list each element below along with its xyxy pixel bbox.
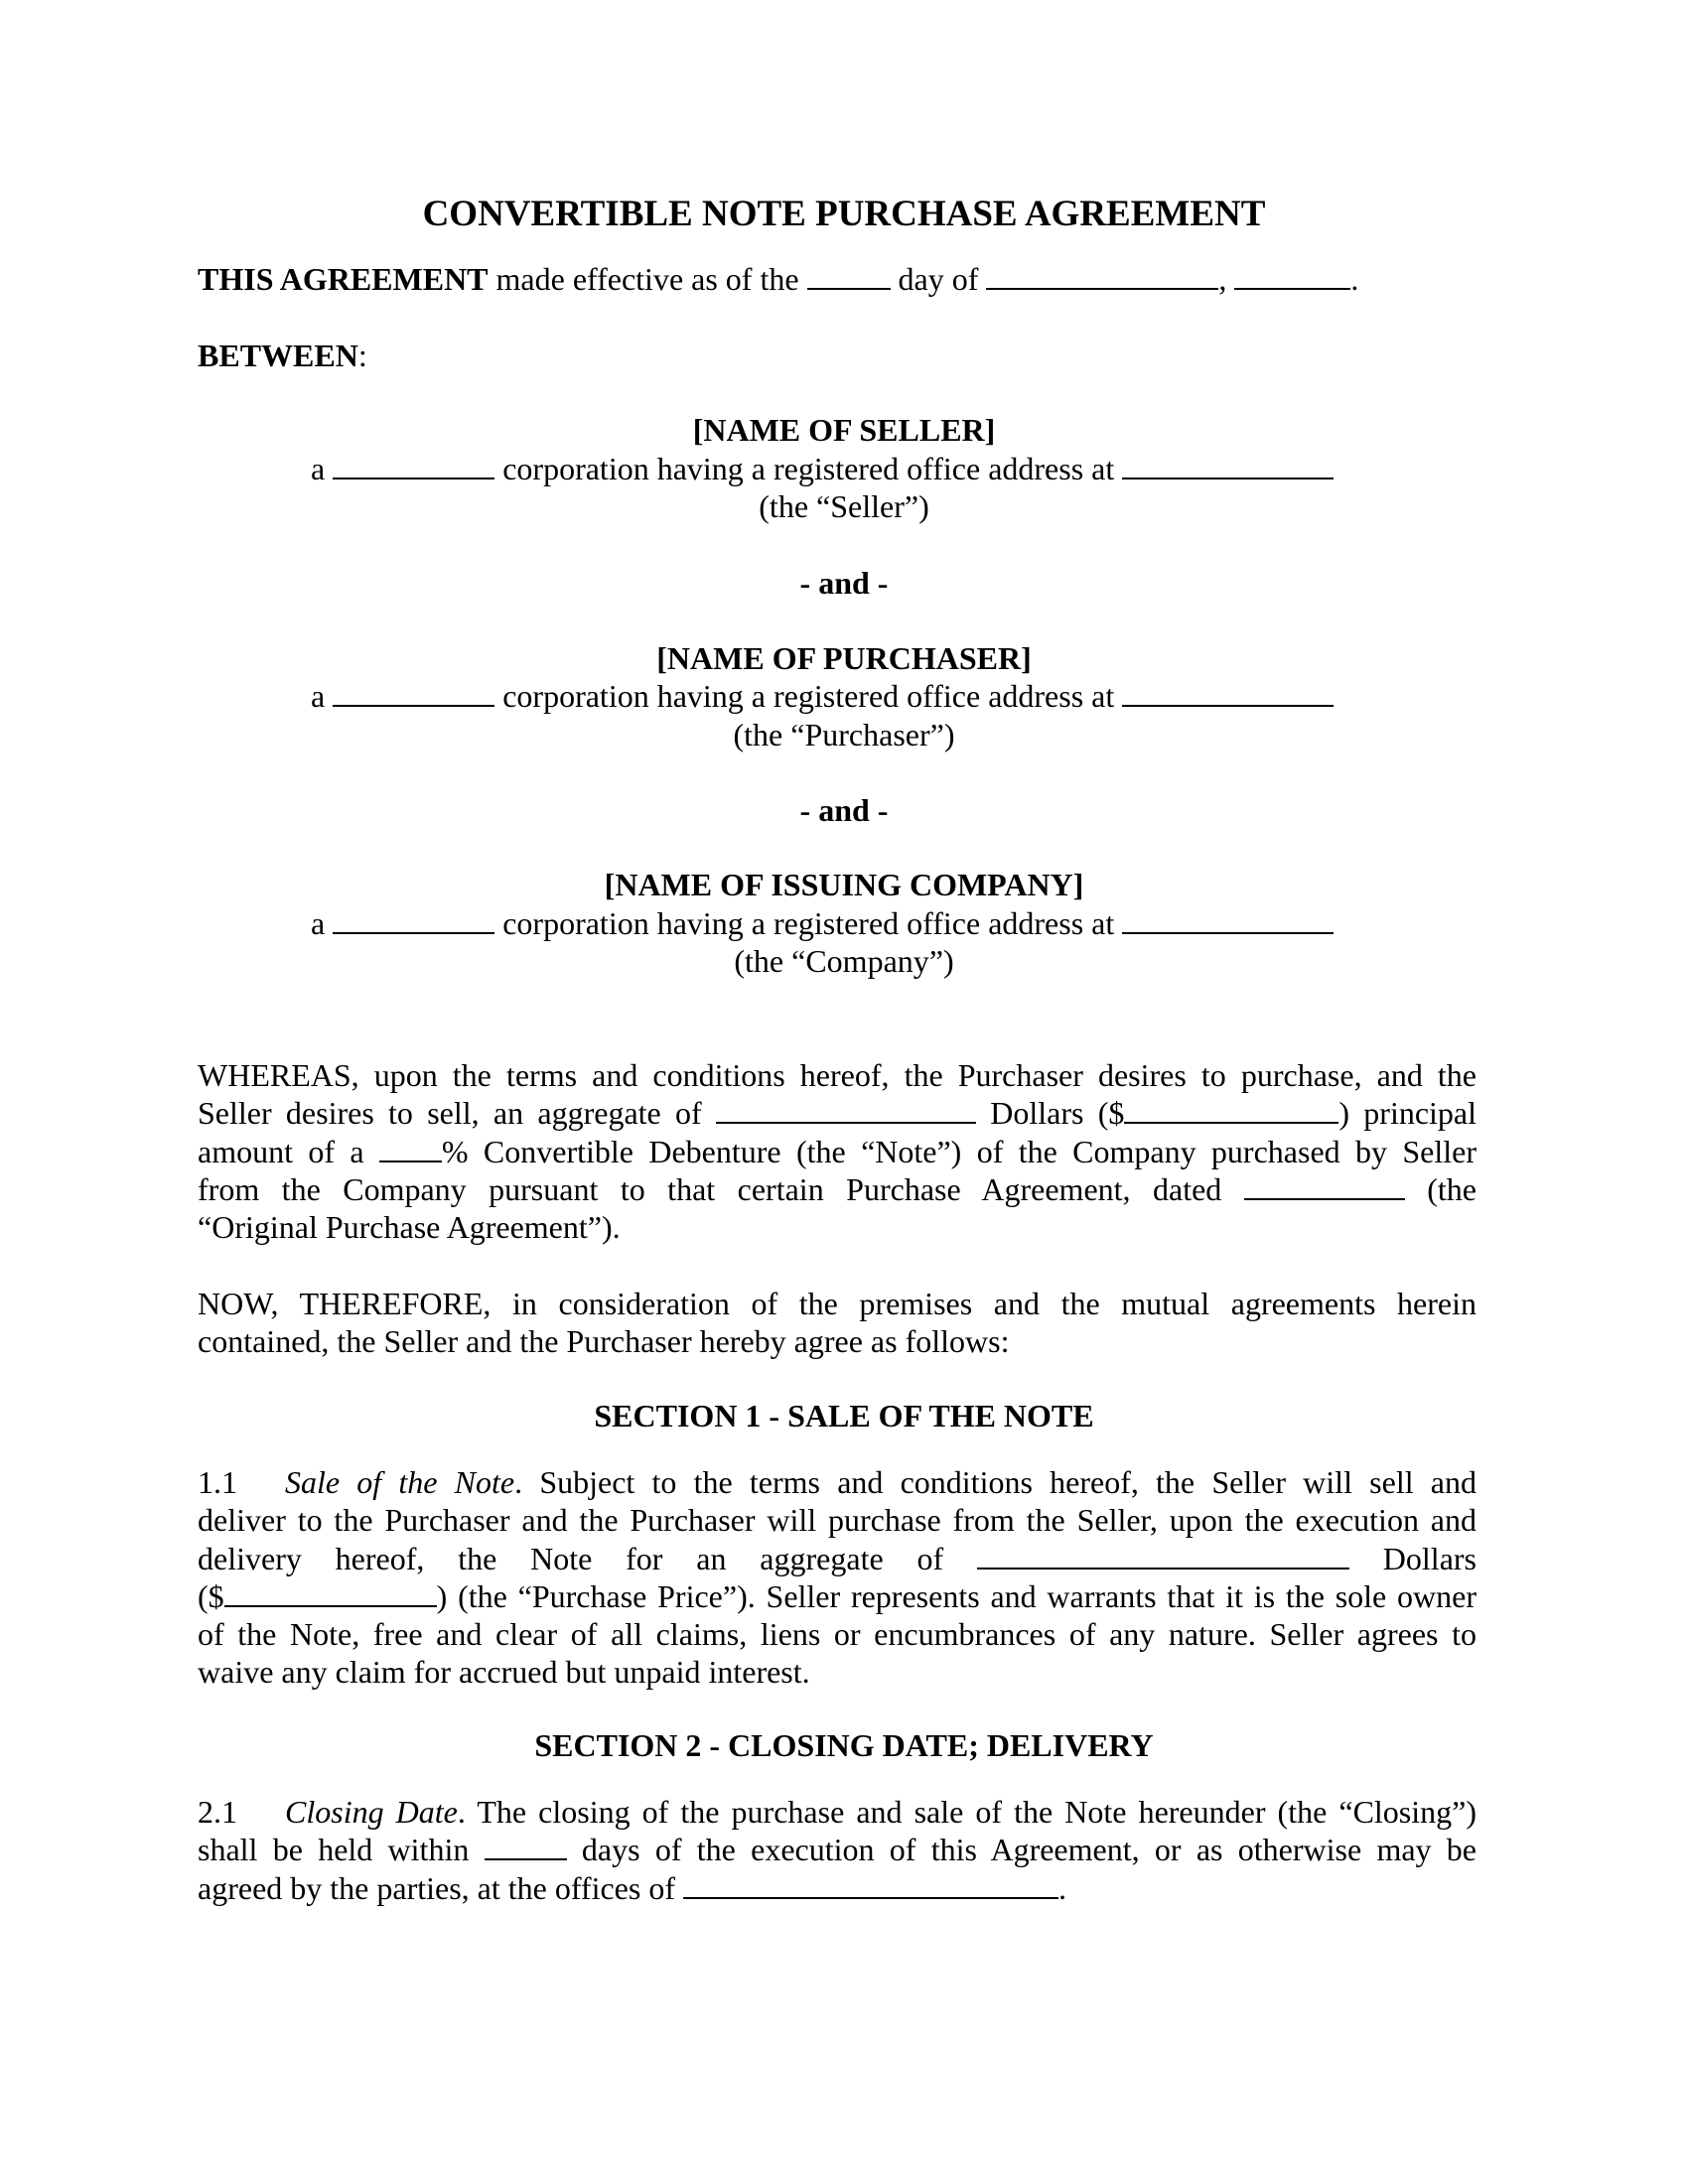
closing-days-blank[interactable] <box>485 1833 567 1860</box>
text: amount of a <box>198 1133 379 1169</box>
month-blank[interactable] <box>986 262 1218 290</box>
party-name-seller: [NAME OF SELLER] <box>692 412 996 448</box>
para-line: WHEREAS, upon the terms and conditions hereof, the Purchaser desires to purchase, and the <box>198 1057 1477 1093</box>
para-line: “Original Purchase Agreement”). <box>198 1209 621 1246</box>
para-line <box>198 1094 1477 1132</box>
text: % Convertible Debenture (the “Note”) of the Company purchased by Seller <box>441 1133 1477 1169</box>
company-address-blank[interactable] <box>1122 906 1334 934</box>
text: from the Company pursuant to that certain Purchase Agreement, dated <box>198 1170 1244 1207</box>
text: shall be held within <box>198 1832 485 1868</box>
intro-text: . <box>1350 261 1359 297</box>
text: . The closing of the purchase and sale of the Note hereunder (the “Closing”) <box>457 1794 1477 1830</box>
para-line: contained, the Seller and the Purchaser hereby agree as follows: <box>198 1323 1010 1360</box>
party-prefix: a <box>311 905 334 941</box>
purchaser-jurisdiction-blank[interactable] <box>333 679 494 707</box>
text: Dollars ($ <box>975 1095 1125 1132</box>
text: (the <box>1404 1170 1477 1207</box>
party-defined-purchaser: (the “Purchaser”) <box>733 717 955 752</box>
purchase-price-words-blank[interactable] <box>977 1542 1349 1570</box>
intro-text: day of <box>890 261 987 297</box>
text: ) principal <box>1338 1095 1477 1132</box>
para-line: of the Note, free and clear of all claims, liens or encumbrances of any nature. Seller agrees to <box>198 1616 1477 1653</box>
para-line: waive any claim for accrued but unpaid interest. <box>198 1654 810 1691</box>
text: delivery hereof, the Note for an aggregate of <box>198 1540 977 1576</box>
original-date-blank[interactable] <box>1244 1172 1405 1200</box>
party-address-line-purchaser <box>311 677 1334 715</box>
whereas-paragraph <box>198 1056 1477 1246</box>
year-blank[interactable] <box>1234 262 1350 290</box>
closing-offices-blank[interactable] <box>683 1871 1058 1899</box>
and-separator: - and - <box>799 792 889 828</box>
intro-text: , <box>1218 261 1235 297</box>
text: . Subject to the terms and conditions hereof, the Seller will sell and <box>514 1464 1477 1500</box>
section-2-1-paragraph <box>198 1793 1477 1907</box>
para-line <box>198 1463 1477 1501</box>
para-line <box>198 1793 1477 1831</box>
now-therefore-paragraph <box>198 1285 1477 1361</box>
between-text: BETWEEN <box>198 338 358 373</box>
text: Dollars <box>1348 1540 1477 1576</box>
text: ) (the “Purchase Price”). Seller represents and warrants that it is the sole owner <box>436 1577 1477 1614</box>
day-blank[interactable] <box>807 262 891 290</box>
party-middle: corporation having a registered office address at <box>494 451 1123 486</box>
section-2-heading: SECTION 2 - CLOSING DATE; DELIVERY <box>534 1727 1154 1763</box>
seller-address-blank[interactable] <box>1122 452 1334 479</box>
clause-number: 1.1 <box>198 1464 237 1500</box>
document-title: CONVERTIBLE NOTE PURCHASE AGREEMENT <box>422 194 1266 234</box>
intro-text: made effective as of the <box>488 261 807 297</box>
para-line <box>198 1577 1477 1615</box>
party-prefix: a <box>311 451 334 486</box>
section-1-heading: SECTION 1 - SALE OF THE NOTE <box>594 1398 1094 1433</box>
party-middle: corporation having a registered office address at <box>494 905 1123 941</box>
para-line <box>198 1869 1477 1907</box>
section-1-1-paragraph <box>198 1463 1477 1692</box>
party-middle: corporation having a registered office address at <box>494 678 1123 714</box>
party-address-line-company <box>311 904 1334 942</box>
between-label <box>198 337 367 374</box>
party-name-purchaser: [NAME OF PURCHASER] <box>656 640 1032 676</box>
text: Seller desires to sell, an aggregate of <box>198 1095 716 1132</box>
aggregate-words-blank[interactable] <box>716 1096 976 1124</box>
intro-lead: THIS AGREEMENT <box>198 261 489 297</box>
clause-caption: Closing Date <box>285 1794 458 1830</box>
text: days of the execution of this Agreement, or as otherwise may be <box>566 1832 1477 1868</box>
seller-jurisdiction-blank[interactable] <box>333 452 494 479</box>
para-line <box>198 1540 1477 1577</box>
para-line: deliver to the Purchaser and the Purchaser will purchase from the Seller, upon the execution and <box>198 1502 1477 1539</box>
between-colon: : <box>357 338 367 373</box>
aggregate-amount-blank[interactable] <box>1124 1096 1338 1124</box>
intro-line <box>198 260 1358 298</box>
clause-number: 2.1 <box>198 1794 237 1830</box>
interest-rate-blank[interactable] <box>379 1135 442 1162</box>
para-line <box>198 1170 1477 1208</box>
party-defined-seller: (the “Seller”) <box>759 488 929 524</box>
para-line <box>198 1133 1477 1170</box>
party-name-company: [NAME OF ISSUING COMPANY] <box>604 867 1084 902</box>
para-line <box>198 1831 1477 1868</box>
para-line: NOW, THEREFORE, in consideration of the premises and the mutual agreements herein <box>198 1286 1477 1321</box>
and-separator: - and - <box>799 565 889 601</box>
clause-caption: Sale of the Note <box>285 1464 515 1500</box>
party-prefix: a <box>311 678 334 714</box>
text: agreed by the parties, at the offices of <box>198 1869 683 1906</box>
purchaser-address-blank[interactable] <box>1122 679 1334 707</box>
party-address-line-seller <box>311 450 1334 487</box>
purchase-price-amount-blank[interactable] <box>224 1579 437 1607</box>
text: . <box>1057 1869 1066 1906</box>
party-defined-company: (the “Company”) <box>734 943 954 979</box>
company-jurisdiction-blank[interactable] <box>333 906 494 934</box>
text: ($ <box>198 1577 224 1614</box>
